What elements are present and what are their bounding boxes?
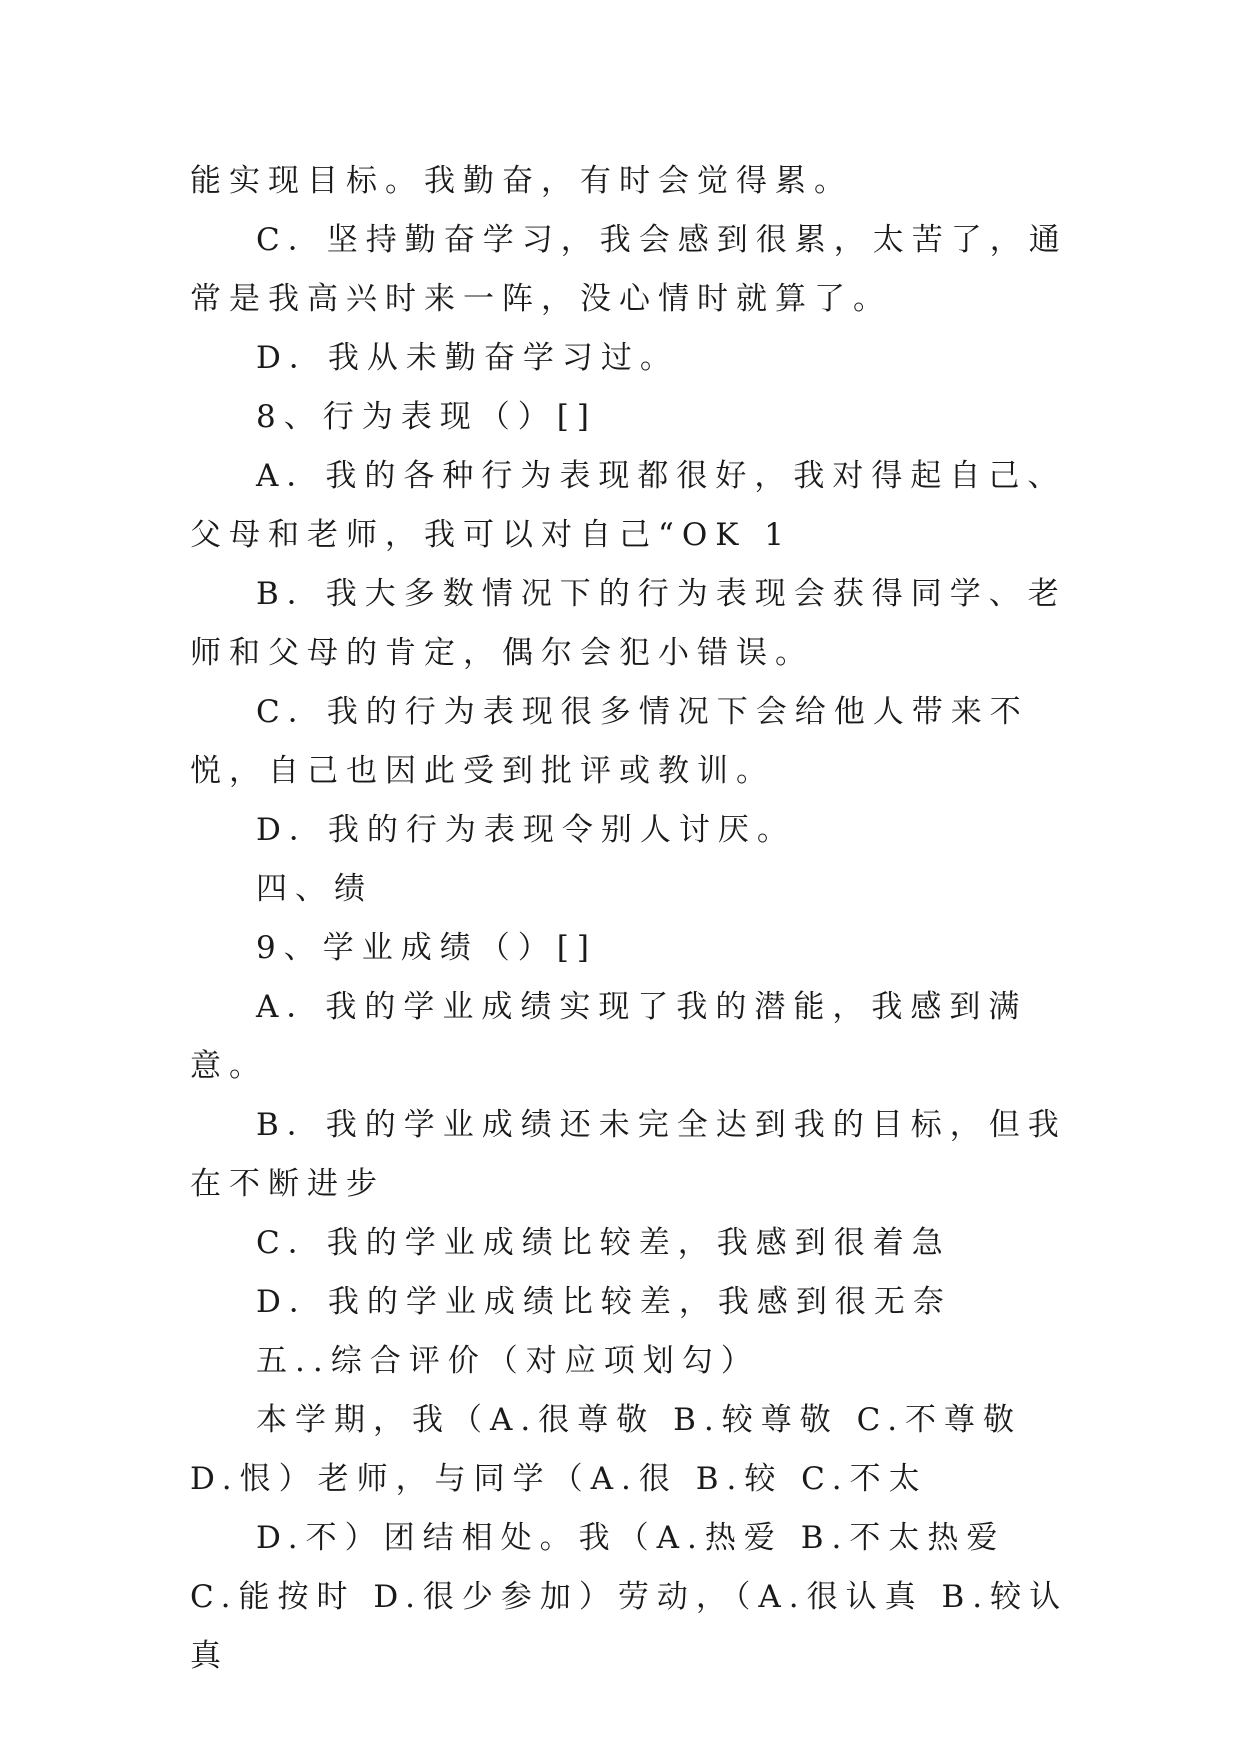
section-5-heading: 五..综合评价（对应项划勾） bbox=[256, 1343, 760, 1379]
evaluation-paragraph-1: 本学期，我（A.很尊敬 B.较尊敬 C.不尊敬 D.恨）老师，与同学（A.很 B.较 C.不太 bbox=[190, 1402, 1023, 1497]
evaluation-paragraph-2: D.不）团结相处。我（A.热爱 B.不太热爱 C.能按时 D.很少参加）劳动，（A.很认真 B.较认真 bbox=[190, 1520, 1069, 1674]
option-d-diligence: D．我从未勤奋学习过。 bbox=[256, 340, 679, 376]
question-9-title: 9、学业成绩（）[] bbox=[256, 930, 597, 966]
document-page bbox=[190, 152, 1070, 1686]
option-b-behavior: B．我大多数情况下的行为表现会获得同学、老师和父母的肯定，偶尔会犯小错误。 bbox=[190, 576, 1067, 671]
option-c-grades: C．我的学业成绩比较差，我感到很着急 bbox=[256, 1225, 951, 1261]
option-a-grades: A．我的学业成绩实现了我的潜能，我感到满意。 bbox=[190, 989, 1028, 1084]
option-d-grades: D．我的学业成绩比较差，我感到很无奈 bbox=[256, 1284, 952, 1320]
option-a-behavior: A．我的各种行为表现都很好，我对得起自己、父母和老师，我可以对自己“OK 1 bbox=[190, 458, 1067, 553]
paragraph: 能实现目标。我勤奋，有时会觉得累。 bbox=[190, 163, 853, 199]
option-c-behavior: C．我的行为表现很多情况下会给他人带来不悦，自己也因此受到批评或教训。 bbox=[190, 694, 1029, 789]
question-8-title: 8、行为表现（）[] bbox=[256, 399, 597, 435]
section-4-heading: 四、绩 bbox=[256, 871, 373, 907]
option-c-diligence: C．坚持勤奋学习，我会感到很累，太苦了，通常是我高兴时来一阵，没心情时就算了。 bbox=[190, 222, 1068, 317]
option-d-behavior: D．我的行为表现令别人讨厌。 bbox=[256, 812, 796, 848]
option-b-grades: B．我的学业成绩还未完全达到我的目标，但我在不断进步 bbox=[190, 1107, 1067, 1202]
